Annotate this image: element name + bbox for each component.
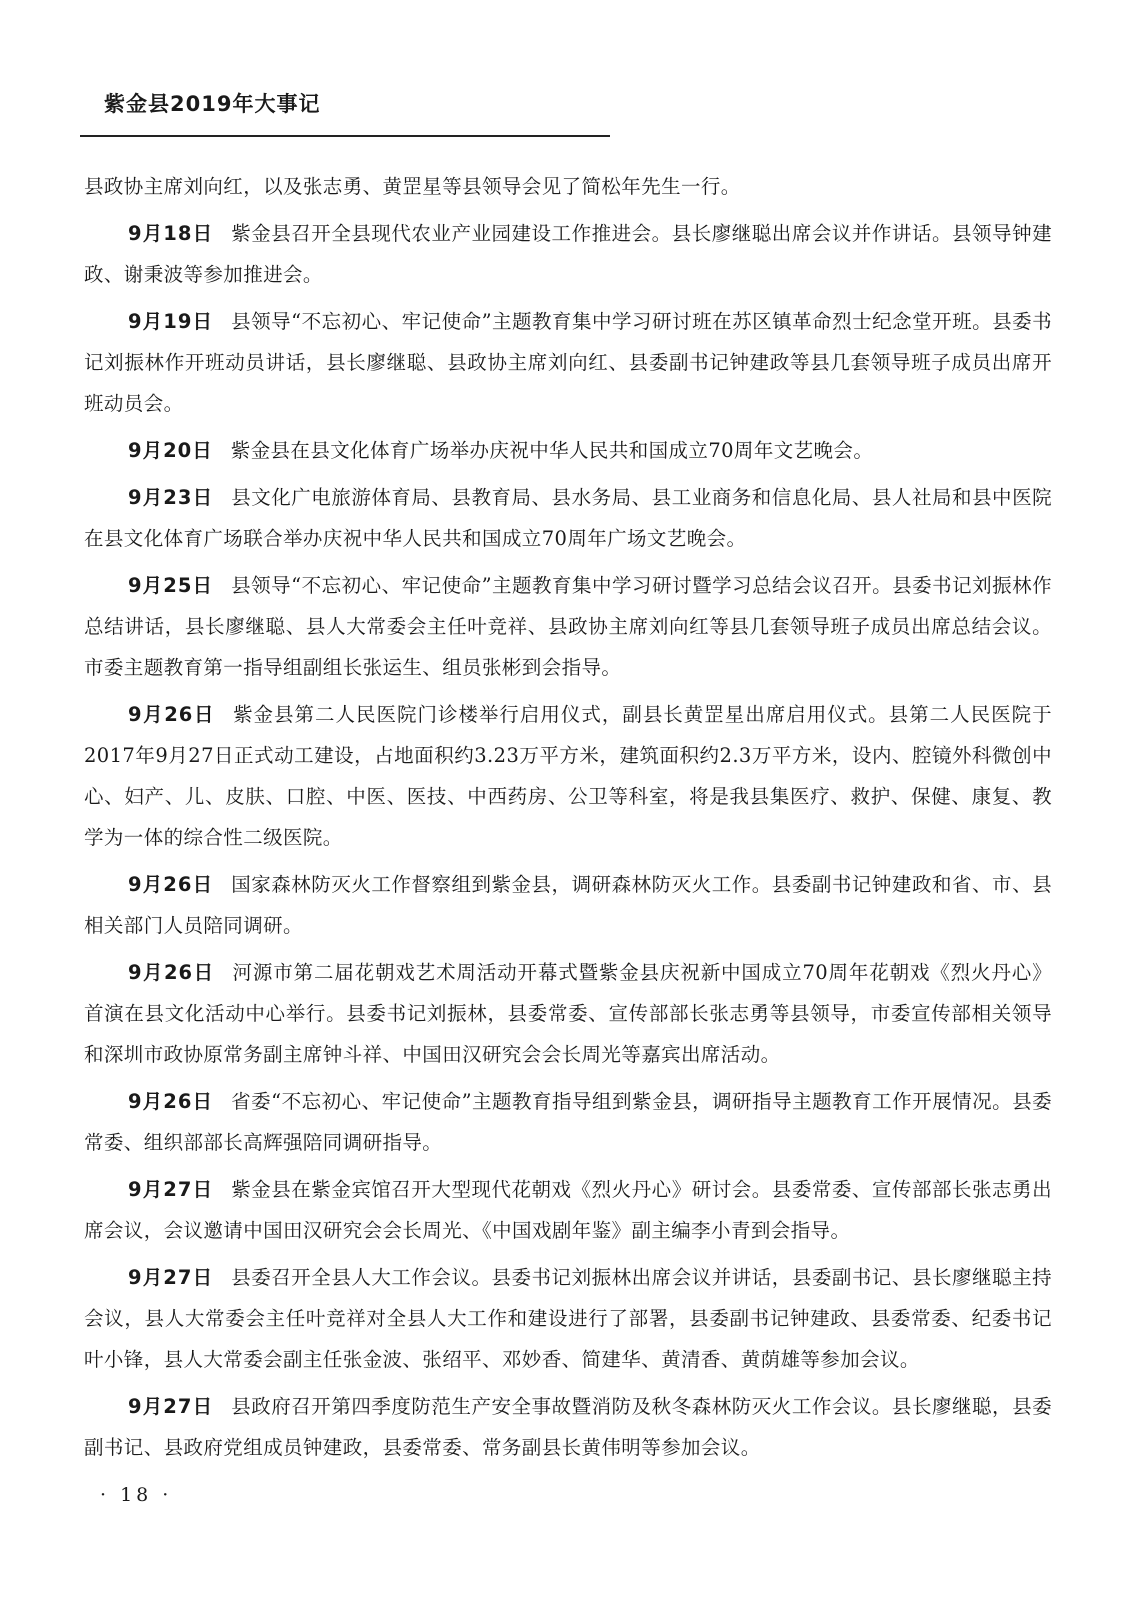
chronicle-entry	[84, 1169, 1052, 1251]
entry-date: 9月26日	[128, 873, 214, 896]
entry-text: 省委“不忘初心、牢记使命”主题教育指导组到紫金县，调研指导主题教育工作开展情况。县委常委、组织部部长高辉强陪同调研指导。	[84, 1090, 1052, 1154]
entry-text: 县文化广电旅游体育局、县教育局、县水务局、县工业商务和信息化局、县人社局和县中医院在县文化体育广场联合举办庆祝中华人民共和国成立70周年广场文艺晚会。	[84, 486, 1052, 550]
entry-date: 9月23日	[128, 486, 214, 509]
entry-text: 县政府召开第四季度防范生产安全事故暨消防及秋冬森林防灭火工作会议。县长廖继聪，县委副书记、县政府党组成员钟建政，县委常委、常务副县长黄伟明等参加会议。	[84, 1395, 1052, 1459]
chronicle-entry	[84, 565, 1052, 688]
entry-text: 县领导“不忘初心、牢记使命”主题教育集中学习研讨班在苏区镇革命烈士纪念堂开班。县委书记刘振林作开班动员讲话，县长廖继聪、县政协主席刘向红、县委副书记钟建政等县几套领导班子成员出席开班动员会。	[84, 310, 1052, 415]
entry-date: 9月27日	[128, 1395, 214, 1418]
entry-date: 9月26日	[128, 1090, 214, 1113]
header-divider	[80, 135, 610, 137]
chronicle-entry	[84, 694, 1052, 858]
entry-text: 紫金县在紫金宾馆召开大型现代花朝戏《烈火丹心》研讨会。县委常委、宣传部部长张志勇出席会议，会议邀请中国田汉研究会会长周光、《中国戏剧年鉴》副主编李小青到会指导。	[84, 1178, 1052, 1242]
chronicle-entry	[84, 864, 1052, 946]
entry-text: 紫金县第二人民医院门诊楼举行启用仪式，副县长黄罡星出席启用仪式。县第二人民医院于2017年9月27日正式动工建设，占地面积约3.23万平方米，建筑面积约2.3万平方米，设内、腔镜外科微创中心、妇产、儿、皮肤、口腔、中医、医技、中西药房、公卫等科室，将是我县集医疗、救护、保健、康复、教学为一体的综合性二级医院。	[84, 703, 1052, 849]
chronicle-entry	[84, 430, 1052, 471]
entry-date: 9月20日	[128, 439, 213, 462]
entry-date: 9月26日	[128, 703, 216, 726]
entry-text: 国家森林防灭火工作督察组到紫金县，调研森林防灭火工作。县委副书记钟建政和省、市、县相关部门人员陪同调研。	[84, 873, 1052, 937]
entry-text: 紫金县召开全县现代农业产业园建设工作推进会。县长廖继聪出席会议并作讲话。县领导钟建政、谢秉波等参加推进会。	[84, 222, 1052, 286]
entry-date: 9月26日	[128, 961, 215, 984]
chronicle-entry	[84, 1257, 1052, 1380]
entry-date: 9月27日	[128, 1266, 214, 1289]
entry-text: 河源市第二届花朝戏艺术周活动开幕式暨紫金县庆祝新中国成立70周年花朝戏《烈火丹心》首演在县文化活动中心举行。县委书记刘振林，县委常委、宣传部部长张志勇等县领导，市委宣传部相关领导和深圳市政协原常务副主席钟斗祥、中国田汉研究会会长周光等嘉宾出席活动。	[84, 961, 1052, 1066]
entry-date: 9月18日	[128, 222, 214, 245]
chronicle-entry	[84, 1386, 1052, 1468]
chronicle-entry	[84, 213, 1052, 295]
entry-text: 县领导“不忘初心、牢记使命”主题教育集中学习研讨暨学习总结会议召开。县委书记刘振林作总结讲话，县长廖继聪、县人大常委会主任叶竞祥、县政协主席刘向红等县几套领导班子成员出席总结会议。市委主题教育第一指导组副组长张运生、组员张彬到会指导。	[84, 574, 1052, 679]
entry-text: 紫金县在县文化体育广场举办庆祝中华人民共和国成立70周年文艺晚会。	[230, 439, 874, 462]
chronicle-entry	[84, 301, 1052, 424]
chronicle-entry	[84, 952, 1052, 1075]
chronicle-body	[84, 166, 1052, 1474]
continuation-paragraph: 县政协主席刘向红，以及张志勇、黄罡星等县领导会见了简松年先生一行。	[84, 175, 741, 198]
page-number: · 18 ·	[100, 1484, 173, 1506]
chronicle-entry	[84, 477, 1052, 559]
page-header-title: 紫金县2019年大事记	[104, 92, 321, 116]
entry-date: 9月19日	[128, 310, 214, 333]
chronicle-entry	[84, 1081, 1052, 1163]
entry-text: 县委召开全县人大工作会议。县委书记刘振林出席会议并讲话，县委副书记、县长廖继聪主持会议，县人大常委会主任叶竞祥对全县人大工作和建设进行了部署，县委副书记钟建政、县委常委、纪委书记叶小锋，县人大常委会副主任张金波、张绍平、邓妙香、简建华、黄清香、黄荫雄等参加会议。	[84, 1266, 1052, 1371]
entry-date: 9月27日	[128, 1178, 214, 1201]
entry-date: 9月25日	[128, 574, 214, 597]
